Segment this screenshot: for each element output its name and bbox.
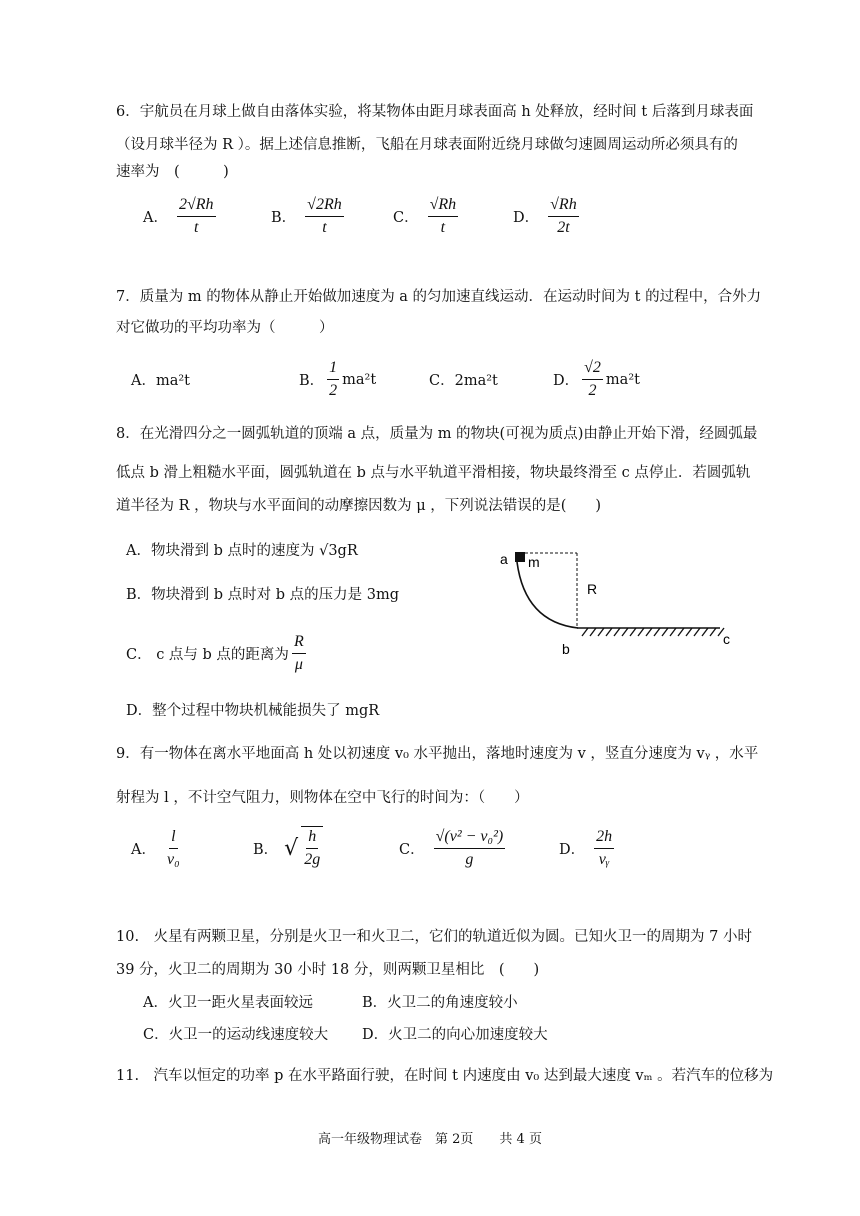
q8-figure (490, 540, 740, 660)
q9-options (131, 826, 617, 870)
label-r: R (587, 581, 598, 597)
q7-option-d[interactable]: D． $\frac{√2}{2}$ ma²t (553, 359, 640, 399)
hatch-mark (654, 628, 660, 636)
hatch-mark (670, 628, 676, 636)
q10-option-c[interactable]: C．火卫一的运动线速度较大 (143, 1027, 329, 1043)
hatch-mark (686, 628, 692, 636)
hatch-mark (606, 628, 612, 636)
hatch-mark (614, 628, 620, 636)
q8-line2: 低点 b 滑上粗糙水平面，圆弧轨道在 b 点与水平轨道平滑相接，物块最终滑至 c 点停止．若圆弧轨 (116, 465, 751, 481)
q10-line2: 39 分，火卫二的周期为 30 小时 18 分，则两颗卫星相比 ( ) (116, 962, 540, 978)
hatch-mark (678, 628, 684, 636)
surface-hatching (582, 628, 724, 636)
q6-option-c[interactable]: C． $\frac{√Rh}{t}$ (393, 196, 457, 236)
q6-option-b[interactable]: B． $\frac{√2Rh}{t}$ (271, 196, 342, 236)
q7-option-c[interactable]: C．2ma²t (429, 373, 498, 389)
hatch-mark (702, 628, 708, 636)
hatch-mark (582, 628, 588, 636)
hatch-mark (630, 628, 636, 636)
hatch-mark (638, 628, 644, 636)
q10-option-d[interactable]: D．火卫二的向心加速度较大 (362, 1027, 548, 1043)
block (515, 552, 525, 562)
q11-line1: 11. 汽车以恒定的功率 p 在水平路面行驶，在时间 t 内速度由 v₀ 达到最大速度 vₘ 。若汽车的位移为 (116, 1068, 774, 1084)
label-c: c (723, 631, 730, 647)
q9-option-c[interactable]: C． $\frac{\text{√(v² − v₀²)}}{g}$ (399, 827, 504, 868)
hatch-mark (590, 628, 596, 636)
q9-line1: 9．有一物体在离水平地面高 h 处以初速度 v₀ 水平抛出，落地时速度为 v ，竖直分速度为 vᵧ ，水平 (116, 746, 759, 762)
q9-option-d[interactable]: D． $\frac{2h}{\text{vᵧ}}$ (559, 827, 613, 868)
q8-option-d[interactable]: D．整个过程中物块机械能损失了 mgR (126, 703, 380, 719)
q7-option-b[interactable]: B． $\frac{1}{2}$ ma²t (299, 359, 377, 399)
q6-options (143, 195, 582, 238)
q9-option-a[interactable]: A． $\frac{l}{\text{v₀}}$ (131, 827, 180, 868)
hatch-mark (694, 628, 700, 636)
q8-option-c[interactable]: C． c 点与 b 点的距离为 $\frac{R}{\mu}$ (126, 633, 304, 673)
label-b: b (562, 641, 570, 657)
q8-line1: 8．在光滑四分之一圆弧轨道的顶端 a 点，质量为 m 的物块(可视为质点)由静止开始下滑，经圆弧最 (116, 426, 758, 442)
q7-options (131, 358, 640, 401)
hatch-mark (622, 628, 628, 636)
q10-option-b[interactable]: B．火卫二的角速度较小 (362, 995, 518, 1011)
q6-option-a[interactable]: A． $\frac{2√Rh}{t}$ (143, 196, 214, 236)
hatch-mark (710, 628, 716, 636)
q10-option-a[interactable]: A．火卫一距火星表面较远 (143, 995, 313, 1011)
hatch-mark (662, 628, 668, 636)
q9-option-b[interactable]: B． √ $\frac{h}{2g}$ (253, 826, 399, 870)
q6-line2: （设月球半径为 R ）。据上述信息推断，飞船在月球表面附近绕月球做匀速圆周运动所必须具有的 (116, 137, 738, 153)
q8-option-b[interactable]: B．物块滑到 b 点时对 b 点的压力是 3mg (126, 587, 400, 603)
q6-option-d[interactable]: D． $\frac{√Rh}{2t}$ (513, 196, 577, 236)
q8-option-a[interactable]: A．物块滑到 b 点时的速度为 √3gR (126, 543, 358, 559)
q6-line3: 速率为 ( ) (116, 164, 229, 180)
q7-line2: 对它做功的平均功率为（ ） (116, 320, 334, 336)
arc-track (517, 562, 578, 628)
page-footer: 高一年级物理试卷 第 2页 共 4 页 (318, 1132, 542, 1147)
q6-line1: 6．宇航员在月球上做自由落体实验，将某物体由距月球表面高 h 处释放，经时间 t 后落到月球表面 (116, 104, 754, 120)
label-m: m (528, 554, 540, 570)
q9-line2: 射程为 l ，不计空气阻力，则物体在空中飞行的时间为：（ ） (116, 790, 529, 806)
q7-line1: 7．质量为 m 的物体从静止开始做加速度为 a 的匀加速直线运动．在运动时间为 t 的过程中，合外力 (116, 289, 762, 305)
hatch-mark (598, 628, 604, 636)
q7-option-a[interactable]: A．ma²t (131, 373, 191, 389)
q10-line1: 10. 火星有两颗卫星，分别是火卫一和火卫二，它们的轨道近似为圆。已知火卫一的周期为 7 小时 (116, 929, 752, 945)
label-a: a (500, 551, 508, 567)
q8-line3: 道半径为 R ，物块与水平面间的动摩擦因数为 μ ，下列说法错误的是( ) (116, 498, 602, 514)
hatch-mark (646, 628, 652, 636)
